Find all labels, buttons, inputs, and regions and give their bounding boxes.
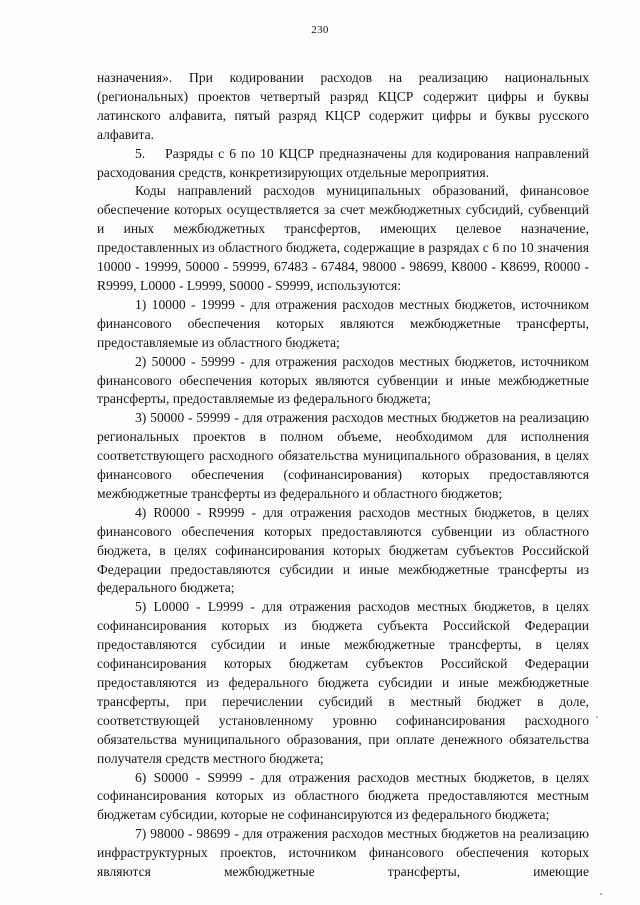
list-item-2: 2) 50000 - 59999 - для отражения расходов местных бюджетов, источником финансового обеспечения которых являются субвенции и иные межбюджетные трансферты, предоставляемые из федерального бюджета;: [97, 353, 589, 407]
list-item-1: 1) 10000 - 19999 - для отражения расходов местных бюджетов, источником финансового обеспечения которых являются межбюджетные трансферты, предоставляемые из областного бюджета;: [97, 296, 589, 350]
list-item-7: 7) 98000 - 98699 - для отражения расходов местных бюджетов на реализацию инфраструктурных проектов, источником финансового обеспечения которых являются межбюджетные трансферты, имеющие: [97, 826, 589, 880]
list-item-3: 3) 50000 - 59999 - для отражения расходов местных бюджетов на реализацию региональных проектов в полном объеме, необходимом для исполнения соответствующего расходного обязательства муниципального образования, в целях финансового обеспечения (софинансирования) которых предоставляются межбюджетные трансферты из федерального и областного бюджетов;: [97, 410, 589, 501]
list-item-5: 5) L0000 - L9999 - для отражения расходов местных бюджетов, в целях софинансирования которых из бюджета субъекта Российской Федерации предоставляются субсидии и иные межбюджетные трансферты, в целях софинансирования которых бюджетам субъектов Российской Федерации предоставляются из федерального бюджета субсидии и иные межбюджетные трансферты, при перечислении субсидий в местный бюджет в доле, соответствующей установленному уровню софинансирования расходного обязательства муниципального образования, при оплате денежного обязательства получателя средств местного бюджета;: [97, 599, 589, 766]
list-item-4: 4) R0000 - R9999 - для отражения расходов местных бюджетов, в целях финансового обеспечения которых предоставляются субвенции из областного бюджета, в целях софинансирования которых бюджетам субъектов Российской Федерации предоставляются субсидии и иные межбюджетные трансферты из федерального бюджета;: [97, 504, 589, 596]
paragraph-item-5: 5. Разряды с 6 по 10 КЦСР предназначены для кодирования направлений расходования средств, конкретизирующих отдельные мероприятия.: [97, 145, 589, 180]
paragraph-continuation: назначения». При кодировании расходов на реализацию национальных (региональных) проектов четвертый разряд КЦСР содержит цифры и буквы латинского алфавита, пятый разряд КЦСР содержит цифры и буквы русского алфавита.: [97, 70, 589, 142]
scan-speck: [596, 716, 598, 718]
paragraph-codes-intro: Коды направлений расходов муниципальных образований, финансовое обеспечение которых осуществляется за счет межбюджетных субсидий, субвенций и иных межбюджетных трансфертов, имеющих целевое назначение, предоставленных из областного бюджета, содержащие в разрядах с 6 по 10 значения 10000 - 19999, 50000 - 59999, 67483 - 67484, 98000 - 98699, К8000 - К8699, R0000 - R9999, L0000 - L9999, S0000 - S9999, используются:: [97, 183, 589, 293]
scan-speck: [600, 893, 602, 895]
page-number: 230: [311, 24, 329, 36]
list-item-6: 6) S0000 - S9999 - для отражения расходов местных бюджетов, в целях софинансирования которых из областного бюджета предоставляются местным бюджетам субсидии, которые не софинансируются из федерального бюджета;: [97, 769, 589, 823]
body-text: [97, 69, 589, 882]
